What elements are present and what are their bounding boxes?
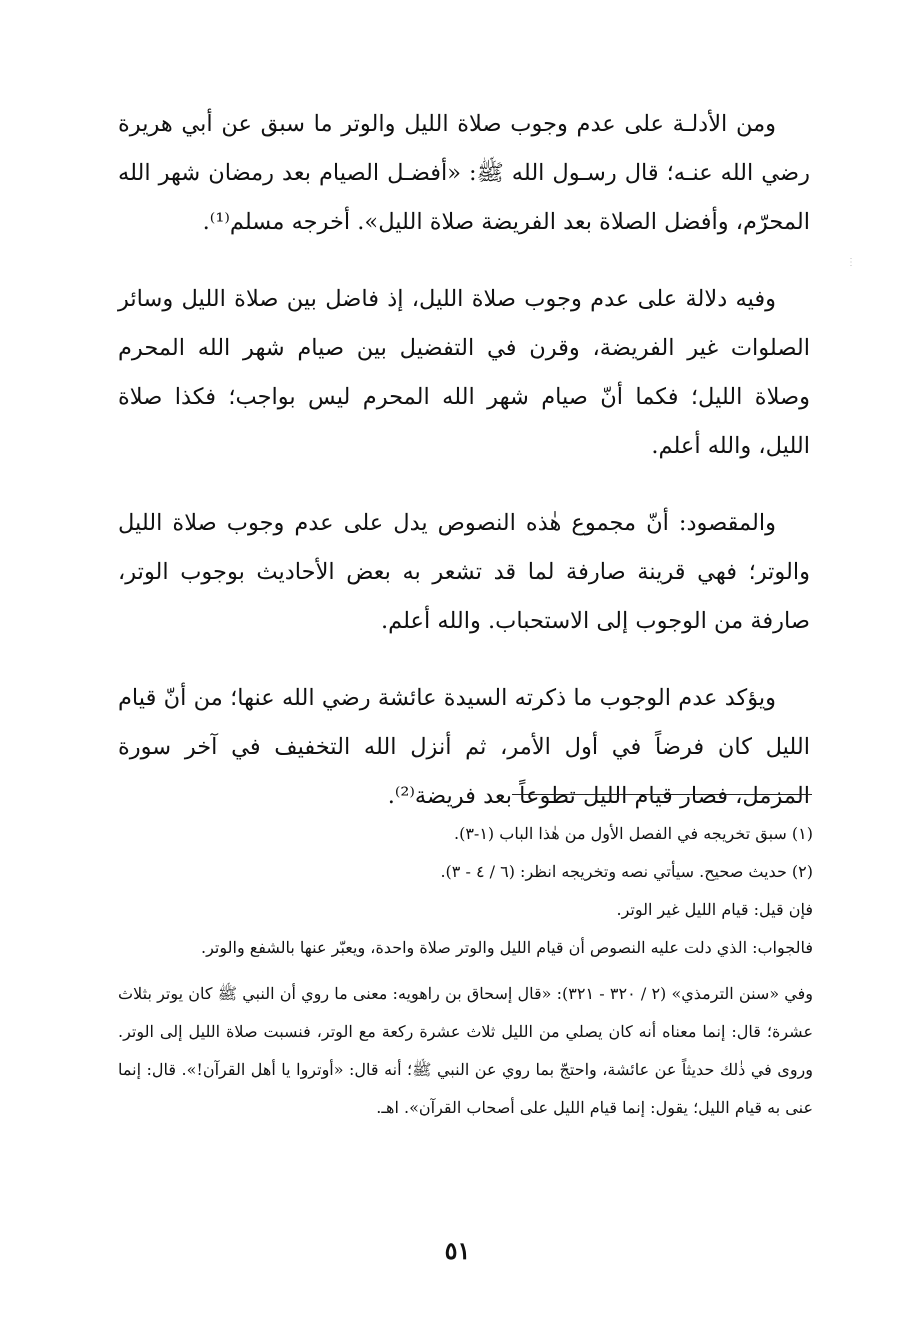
- footnote: (٢) حديث صحيح. سيأتي نصه وتخريجه انظر: (٦ / ٤ - ٣).: [440, 862, 813, 881]
- main-text: [118, 100, 810, 849]
- paragraph: ومن الأدلـة على عدم وجوب صلاة الليل والوتر ما سبق عن أبي هريرة رضي الله عنـه؛ قال رسـول الله ﷺ: «أفضـل الصيام بعد رمضان شهر الله المحرّم، وأفضل الصلاة بعد الفريضة صلاة الليل». أخرجه مسلم⁽¹⁾.: [118, 111, 810, 235]
- page-number: ٥١: [444, 1236, 471, 1265]
- footnote: (١) سبق تخريجه في الفصل الأول من هٰذا الباب (١-٣).: [454, 824, 813, 843]
- footnote: وفي «سنن الترمذي» (٢ / ٣٢٠ - ٣٢١): «قال إسحاق بن راهويه: معنى ما روي أن النبي ﷺ كان يوتر بثلاث عشرة؛ قال: إنما معناه أنه كان يصلي من الليل ثلاث عشرة ركعة مع الوتر، فنسبت صلاة الليل إلى الوتر. وروى في ذٰلك حديثاً عن عائشة، واحتجّ بما روي عن النبي ﷺ؛ أنه قال: «أوتروا يا أهل القرآن!». قال: إنما عنى به قيام الليل؛ يقول: إنما قيام الليل على أصحاب القرآن». اهـ.: [118, 984, 814, 1117]
- paragraph: ويؤكد عدم الوجوب ما ذكرته السيدة عائشة رضي الله عنها؛ من أنّ قيام الليل كان فرضاً في أول الأمر، ثم أنزل الله التخفيف في آخر سورة المزمل، فصار قيام الليل تطوعاً بعد فريضة⁽²⁾.: [118, 685, 810, 809]
- footnotes: [118, 815, 813, 1127]
- paragraph: والمقصود: أنّ مجموع هٰذه النصوص يدل على عدم وجوب صلاة الليل والوتر؛ فهي قرينة صارفة لما قد تشعر به بعض الأحاديث بوجوب الوتر، صارفة من الوجوب إلى الاستحباب. والله أعلم.: [118, 510, 810, 634]
- scan-mark: ⋮: [846, 257, 856, 268]
- footnote: فالجواب: الذي دلت عليه النصوص أن قيام الليل والوتر صلاة واحدة، ويعبّر عنها بالشفع والوتر.: [200, 938, 813, 957]
- footnote: فإن قيل: قيام الليل غير الوتر.: [616, 900, 813, 919]
- paragraph: وفيه دلالة على عدم وجوب صلاة الليل، إذ فاضل بين صلاة الليل وسائر الصلوات غير الفريضة، وقرن في التفضيل بين صيام شهر الله المحرم وصلاة الليل؛ فكما أنّ صيام شهر الله المحرم ليس بواجب؛ فكذا صلاة الليل، والله أعلم.: [118, 286, 810, 459]
- footnote-separator: [512, 794, 812, 795]
